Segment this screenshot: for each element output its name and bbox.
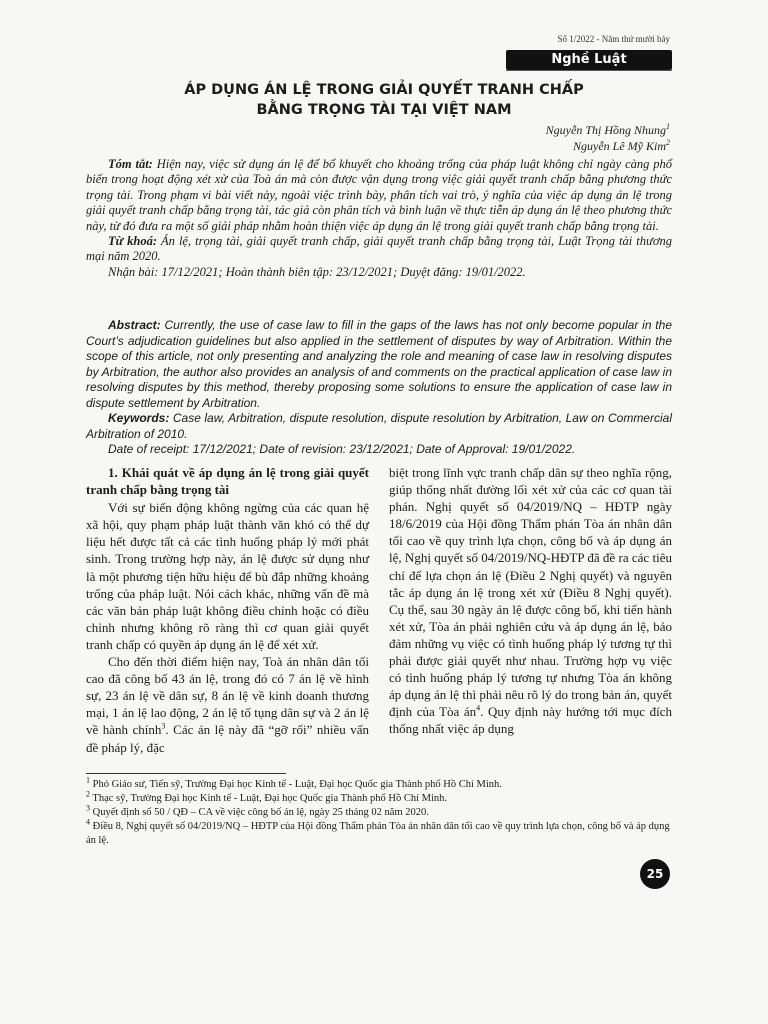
footnote-2: $^2$ Thạc sỹ, Trường Đại học Kinh tế - Luật, Đại học Quốc gia Thành phố Hồ Chí Minh.	[86, 789, 448, 804]
article-title	[86, 80, 682, 120]
paragraph-3: biệt trong lĩnh vực tranh chấp dân sự theo nghĩa rộng, giúp thống nhất đường lối xét xử của các cơ quan tài phán. Nghị quyết số 04/2019/NQ – HĐTP ngày 18/6/2019 của Hội đồng Thẩm phán Tòa án nhân dân tối cao về quy trình lựa chọn, công bố và áp dụng án lệ, Nghị quyết số 04/2019/NQ-HĐTP đã đề ra các tiêu chí để lựa chọn án lệ (Điều 2 Nghị quyết) và nguyên tắc áp dụng án lệ trong xét xử (Điều 8 Nghị quyết). Cụ thể, sau 30 ngày án lệ được công bố, khi tiến hành xét xử, Tòa án phải nghiên cứu và áp dụng án lệ, bảo đảm những vụ việc có tình huống pháp lý tương tự thì phải được giải quyết như nhau. Trường hợp vụ việc có tình huống pháp lý tương tự nhưng Tòa án không áp dụng án lệ thì phải nêu rõ lý do trong bản án, quyết định của Tòa $án^4$. Quy định này hướng tới mục đích thống nhất việc áp dụng	[389, 465, 672, 737]
author-2: Nguyễn Lê Mỹ Kim$^2$	[573, 138, 670, 153]
dates-en: Date of receipt: 17/12/2021; Date of revision: 23/12/2021; Date of Approval: 19/01/2022.	[108, 442, 576, 456]
abstract-en-text: Abstract: Currently, the use of case law to fill in the gaps of the laws has not only become popular in the Court’s adjudication guidelines but also applied in the settlement of disputes by way of Arbitration. Within the scope of this article, not only presenting and analyzing the role and meaning of case law in resolving disputes by Arbitration, the author also provides an analysis of and comments on the practical application of case law in resolving disputes by this method, thereby proposing some solutions to ensure the application of case law in dispute settlement by Arbitration.	[86, 318, 672, 410]
authors	[546, 122, 670, 154]
body-column-left	[86, 464, 369, 756]
header-divider	[506, 70, 672, 71]
abstract-vietnamese	[86, 157, 672, 280]
title-line-1: ÁP DỤNG ÁN LỆ TRONG GIẢI QUYẾT TRANH CHẤP	[184, 82, 584, 98]
keywords-en: Keywords: Case law, Arbitration, dispute resolution, dispute resolution by Arbitration, Law on Commercial Arbitration of 2010.	[86, 411, 672, 441]
section-heading: 1. Khái quát về áp dụng án lệ trong giải quyết tranh chấp bằng trọng tài	[86, 465, 369, 498]
author-1: Nguyễn Thị Hồng Nhung$^1$	[545, 122, 670, 137]
footnote-3: $^3$ Quyết định số 50 / QĐ – CA về việc công bố án lệ, ngày 25 tháng 02 năm 2020.	[86, 803, 429, 818]
paragraph-2: Cho đến thời điểm hiện nay, Toà án nhân dân tối cao đã công bố 43 án lệ, trong đó có 7 án lệ về hình sự, 23 án lệ về dân sự, 8 án lệ về kinh doanh thương mại, 1 án lệ lao động, 2 án lệ tố tụng dân sự và 2 án lệ về hành chính$^3$. Các án lệ này đã “gỡ rối” nhiều vấn đề pháp lý, đặc	[86, 654, 369, 755]
keywords-vi: Từ khoá: Án lệ, trọng tài, giải quyết tranh chấp, giải quyết tranh chấp bằng trọng tài, Luật Trọng tài thương mại năm 2020.	[86, 234, 672, 264]
journal-logo: Nghề Luật	[506, 50, 672, 70]
footnote-1: $^1$ Phó Giáo sư, Tiến sỹ, Trường Đại học Kinh tế - Luật, Đại học Quốc gia Thành phố Hồ Chí Minh.	[86, 775, 502, 790]
footnote-divider	[86, 773, 286, 774]
abstract-english	[86, 318, 672, 458]
dates-vi: Nhận bài: 17/12/2021; Hoàn thành biên tập: 23/12/2021; Duyệt đăng: 19/01/2022.	[108, 264, 526, 279]
page-number: 25	[640, 859, 670, 889]
footnotes	[86, 775, 672, 848]
title-line-2: BẰNG TRỌNG TÀI TẠI VIỆT NAM	[256, 102, 512, 118]
footnote-4: $^4$ Điều 8, Nghị quyết số 04/2019/NQ – HĐTP của Hội đồng Thẩm phán Tòa án nhân dân tối cao về quy trình lựa chọn, công bố và áp dụng án lệ.	[86, 817, 670, 846]
body-column-right	[389, 464, 672, 738]
abstract-vi-text: Tóm tắt: Hiện nay, việc sử dụng án lệ để bổ khuyết cho khoảng trống của pháp luật không chỉ ngày càng phổ biến trong hoạt động xét xử của Toà án mà còn được vận dụng trong việc giải quyết tranh chấp bằng phương thức trọng tài. Trong phạm vi bài viết này, ngoài việc trình bày, phân tích vai trò, ý nghĩa của việc áp dụng án lệ trong giải quyết tranh chấp bằng trọng tài, tác giả còn phân tích và bình luận về thực tiễn áp dụng án lệ theo phương thức này, từ đó đưa ra một số giải pháp nhằm hoàn thiện việc áp dụng án lệ trong giải quyết tranh chấp bằng trọng tài.	[86, 157, 672, 233]
issue-label: Số 1/2022 - Năm thứ mười bảy	[557, 34, 670, 44]
paragraph-1: Với sự biến động không ngừng của các quan hệ xã hội, quy phạm pháp luật thành văn khó có thể dự liệu hết được tất cả các tình huống pháp lý mới phát sinh. Trong trường hợp này, án lệ được sử dụng như là một phương tiện hữu hiệu để bù đắp những khoảng trống của pháp luật. Nói cách khác, những vấn đề mà các văn bản pháp luật không điều chỉnh hoặc có điều chỉnh nhưng không rõ ràng thì cơ quan giải quyết tranh chấp có quyền áp dụng án lệ để xét xử.	[86, 500, 369, 652]
